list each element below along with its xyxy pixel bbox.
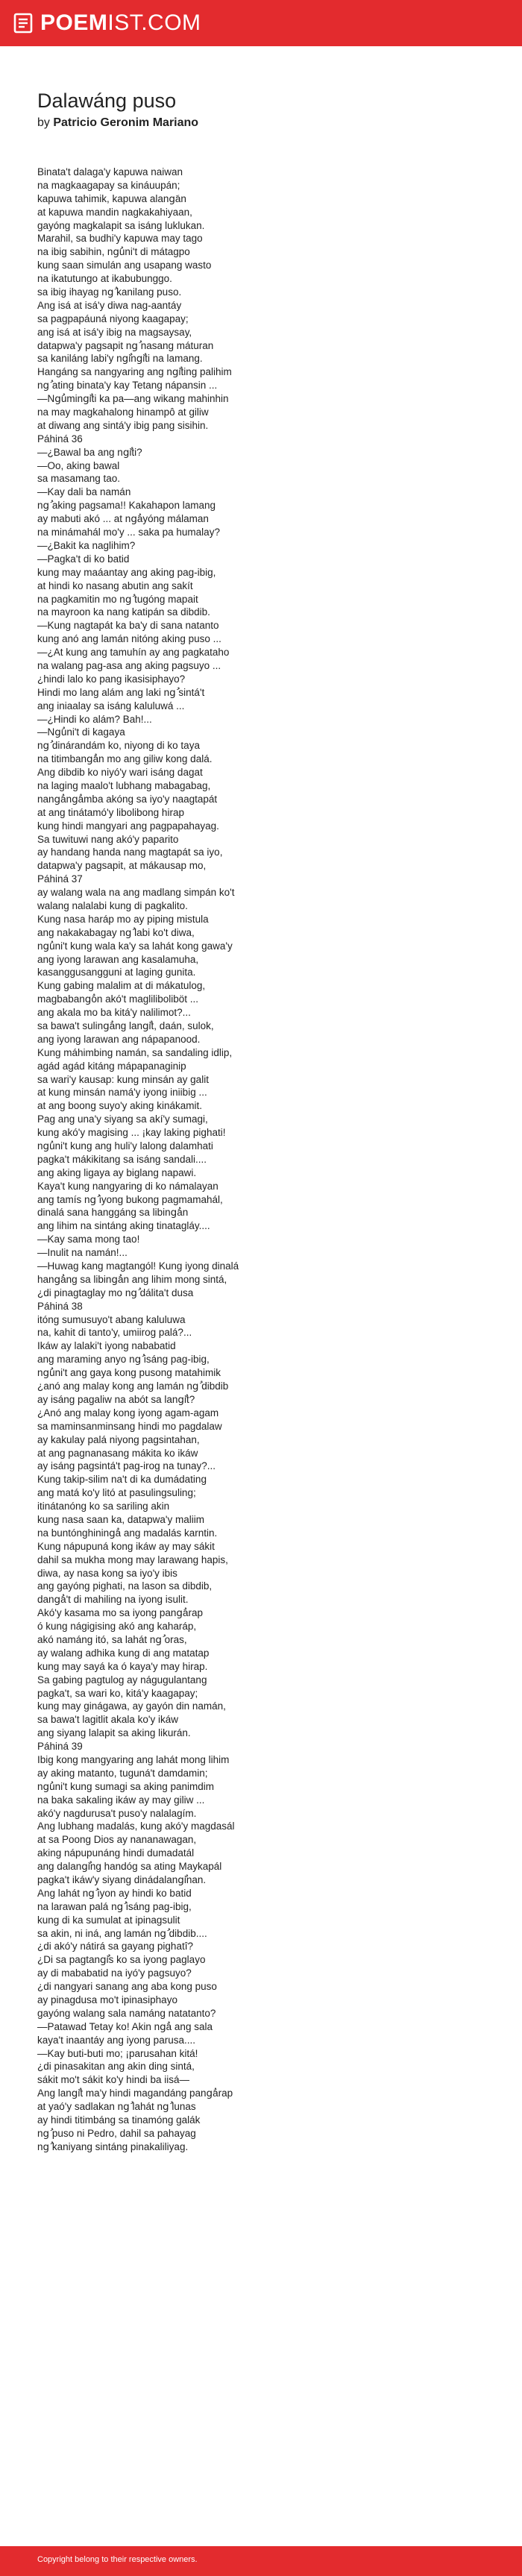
poem-line: Ang langُit ma'y hindi magandáng pangُarap xyxy=(37,2087,233,2099)
poem-line: —Ngُuni't di kagaya xyxy=(37,726,125,738)
poem-line: Kung nasa haráp mo ay piping mistula xyxy=(37,913,209,925)
poem-line: na buntónghiningُa ang madalás karntin. xyxy=(37,1527,218,1539)
poem-line: Páhiná 36 xyxy=(37,433,83,444)
poem-line: magbabangُon akó't magliliboliböt ... xyxy=(37,993,199,1005)
poem-line: Páhiná 39 xyxy=(37,1741,83,1753)
poem-line: sa bawa't lagitlit akala ko'y ikáw xyxy=(37,1714,178,1726)
poem-line: kaya't inaantáy ang iyong parusa.... xyxy=(37,2034,195,2046)
poem-line: ay handang handa nang magtapát sa iyo, xyxy=(37,846,223,858)
poem-line: ¿Anó ang malay kong iyong agam-agam xyxy=(37,1407,219,1419)
poem-line: gayóng magkalapit sa isáng lukluk​an. xyxy=(37,219,205,231)
poem-line: Ibig kong mangyaring ang lahát mong lihim xyxy=(37,1753,230,1765)
poem-line: ¿Di sa pagtangُis ko sa iyong paglayo xyxy=(37,1954,206,1966)
poem-line: na mayroon ka nang katipán sa dibdib. xyxy=(37,606,210,618)
poem-title: Dalawáng puso xyxy=(37,89,177,112)
poem-line: ang akala mo ba kitá'y nalilimot?... xyxy=(37,1007,191,1019)
poem-line: ang matá ko'y litó at pasulingsuling; xyxy=(37,1487,196,1499)
poem-line: ¿di akó'y nátirá sa gayang pighatî? xyxy=(37,1941,193,1953)
poem-line: Páhiná 38 xyxy=(37,1300,83,1312)
poem-line: sákit mo't sákit ko'y hindi ba iisá— xyxy=(37,2074,189,2086)
poem-line: na minámahál mo'y ... saka pa humalay? xyxy=(37,527,220,538)
poem-line: Kung nápupuná kong ikáw ay may sákit xyxy=(37,1540,215,1552)
poem-line: ay mabuti akó ... at ngُayóng málaman xyxy=(37,513,209,525)
site-logo[interactable] xyxy=(12,10,201,36)
poem-line: ¿di pinagtaglay mo ngُ dálita't dusa xyxy=(37,1287,194,1298)
poem-line: Marahil, sa budhi'y kapuwa may tago xyxy=(37,233,203,245)
poem-line: na baka sakaling ikáw ay may giliw ... xyxy=(37,1794,205,1806)
poem-line: ó kung nágigising akó ang kaharáp, xyxy=(37,1621,197,1633)
poem-line: sa wari'y kausap: kung minsán ay galit xyxy=(37,1073,209,1085)
poem-line: ang aking ligaya ay biglang napawi. xyxy=(37,1166,197,1178)
poem-line: itinátanóng ko sa sariling akin xyxy=(37,1501,170,1512)
poem-line: Kaya't kung nangyaring di ko námalayan xyxy=(37,1180,218,1192)
poem-line: —Ngُumingُiti ka pa—ang wikang mahinhin xyxy=(37,393,229,405)
poem-line: at ang boong suyo'y aking kinákamit. xyxy=(37,1100,202,1112)
site-header xyxy=(0,0,522,46)
poem-line: kung may maáantay ang aking pag-ibig, xyxy=(37,566,216,578)
poem-line: ang nakakabagay ngُ labi ko't diwa, xyxy=(37,926,195,938)
poem-line: ngُuni't ang gaya kong pusong matahimik xyxy=(37,1367,221,1379)
poem-line: ay kakulay palá niyong pagsintahan, xyxy=(37,1433,200,1445)
poem-line: ngُ ating binata'y kay Tetang nápansin ... xyxy=(37,380,218,392)
poem-line: ngُ kaniyang sintáng pinakaliliyag. xyxy=(37,2140,189,2152)
poem-line: —¿Bawal ba ang ngُiti? xyxy=(37,446,142,458)
poem-line: gayóng walang sala namáng natatanto? xyxy=(37,2007,216,2019)
poem-line: walang nalalabi kung di pagkalito. xyxy=(37,899,188,911)
poem-author[interactable]: Patricio Geronim Mariano xyxy=(53,116,199,129)
poem-line: dahil sa mukha mong may larawang hapis, xyxy=(37,1554,228,1565)
poem-line: kung anó ang lamán nitóng aking puso ... xyxy=(37,633,221,645)
poem-line: ngُ aking pagsama!! Kakahapon lamang xyxy=(37,500,216,512)
poem-line: ngُ puso ni Pedro, dahil sa pahayag xyxy=(37,2127,196,2139)
site-footer xyxy=(0,2546,522,2576)
poem-line: na walang pag-asa ang aking pagsuyo ... xyxy=(37,659,221,671)
copyright-text: Copyright belong to their respective owners. xyxy=(37,2555,198,2564)
poem-line: Ang lahát ngُ iyon ay hindi ko batid xyxy=(37,1887,192,1899)
poem-line: Hindi mo lang alám ang laki ngُ sintá't xyxy=(37,686,205,698)
poem-line: —Inulit na namán!... xyxy=(37,1247,128,1259)
poem-line: na laging maalo't lubhang mabagabag, xyxy=(37,779,211,791)
poem-line: ang iyong larawan ang kasalamuha, xyxy=(37,953,199,965)
poem-line: at hindi ko nasang abutin ang sakít xyxy=(37,579,193,591)
poem-line: at ang pagnanasang mákita ko ikáw xyxy=(37,1447,198,1459)
poem-line: ang siyang lalapit sa aking likurán. xyxy=(37,1727,191,1739)
poem-line: kung akó'y magising ... ¡kay laking pighati! xyxy=(37,1127,226,1139)
poem-line: sa kaniláng labi'y ngُingُiti na lamang. xyxy=(37,353,203,365)
poem-line: itóng sumusuyo't abang kaluluwa xyxy=(37,1313,186,1325)
logo-text-light: IST.COM xyxy=(107,10,201,35)
poem-line: Ang dibdib ko niyó'y wari isáng dagat xyxy=(37,767,203,779)
poem-line: ay pinagdusa mo't ipinasiphayo xyxy=(37,1994,177,2006)
poem-line: —Kay dali ba namán xyxy=(37,486,131,498)
poem-line: Páhiná 37 xyxy=(37,873,83,885)
poem-line: ngُuni't kung wala ka'y sa lahát kong gawa'y xyxy=(37,940,233,952)
poem-line: na titimbangُán mo ang giliw kong dalá. xyxy=(37,753,213,765)
poem-line: —Pagka't di ko batid xyxy=(37,553,130,565)
poem-line: akó'y nagdurusa't puso'y nalalagím. xyxy=(37,1807,197,1819)
poem-line: Sa gabing pagtulog ay nágugulantang xyxy=(37,1674,207,1686)
poem-body xyxy=(37,166,500,2154)
poem-line: na ikatutungo at ikabubunggo. xyxy=(37,273,172,285)
poem-line: —Oo, aking bawal xyxy=(37,459,120,471)
poem-line: —Kay buti-buti mo; ¡parusahan kitá! xyxy=(37,2047,198,2059)
poem-line: ¿hindi lalo ko pang ikasisiphayo? xyxy=(37,673,186,685)
poem-line: ay walang wala na ang madlang simpán ko't xyxy=(37,887,235,899)
poem-line: ay di mababatid na iyó'y pagsuyo? xyxy=(37,1967,192,1979)
poem-line: at yaó'y sadlakan ngُ lahát ngُ lunas xyxy=(37,2101,196,2113)
poem-line: datapwa'y pagsapit, at mákausap mo, xyxy=(37,860,207,872)
poem-line: ay aking matanto, tuguná't damdamin; xyxy=(37,1767,208,1779)
poem-line: sa maminsanminsang hindi mo pagdalaw xyxy=(37,1420,222,1432)
poem-line: Ang isá at isá'y diwa nag-aantáy xyxy=(37,299,182,311)
poem-line: —Kung nagtapát ka ba'y di sana natanto xyxy=(37,620,219,632)
poem-line: dangُa't di mahiling na iyong isulit. xyxy=(37,1594,189,1606)
logo-text-bold: POEM xyxy=(40,10,108,35)
poem-line: Ang lubhang madalás, kung akó'y magdasál xyxy=(37,1821,235,1832)
poem-line: pagka't, sa wari ko, kitá'y kaagapay; xyxy=(37,1687,198,1699)
poem-line: na pagkamitin mo ngُ tugóng mapait xyxy=(37,593,198,605)
poem-line: Kung takip-silim na't di ka dumádating xyxy=(37,1474,207,1486)
poem-line: agád agád kitáng mápapanaginip xyxy=(37,1060,186,1072)
poem-line: —Kay sama mong tao! xyxy=(37,1234,140,1245)
poem-line: pagka't ikáw'y siyang dinádalangُinan. xyxy=(37,1874,207,1885)
poem-line: na ibig sabihin, ngُuni't di mátagpo xyxy=(37,246,190,258)
poem-line: ang iniaalay sa isáng kaluluwá ... xyxy=(37,700,185,711)
poem-line: ang tamís ngُ iyong bukong pagmamahál, xyxy=(37,1193,223,1205)
poem-line: ang gayóng pighati, na lason sa dibdib, xyxy=(37,1580,213,1592)
poemist-logo-icon xyxy=(12,12,34,34)
poem-line: aking nápupunáng hindi dumadatál xyxy=(37,1847,195,1859)
poem-line: na larawan palá ngُ isáng pag-ibig, xyxy=(37,1900,192,1912)
poem-line: ang iyong larawan ang nápapanood. xyxy=(37,1033,201,1045)
byline-prefix: by xyxy=(37,116,50,129)
poem-line: ay hindi titimbáng sa tinamóng galák xyxy=(37,2114,201,2126)
poem-line: ngُuni't kung sumagi sa aking panimdim xyxy=(37,1780,215,1792)
poem-header xyxy=(37,88,492,131)
poem-line: —¿Hindi ko alám? Bah!... xyxy=(37,713,152,725)
poem-line: dinalá sana hanggáng sa libingُan xyxy=(37,1207,189,1219)
poem-line: ¿anó ang malay kong ang lamán ngُ dibdib xyxy=(37,1380,229,1392)
poem-line: kung may ginágawa, ay gayón din namán, xyxy=(37,1700,226,1712)
poem-line: akó namáng itó, sa lahát ngُ oras, xyxy=(37,1633,187,1645)
poem-line: Ikáw ay lalaki't iyong nababatid xyxy=(37,1340,176,1352)
poem-line: na magkaagapay sa kináuupán; xyxy=(37,179,180,191)
poem-line: at ang tinátamó'y libolibong hirap xyxy=(37,806,184,818)
poem-line: Sa tuwituwi nang akó'y paparito xyxy=(37,833,179,845)
poem-line: —¿Bakit ka naglihim? xyxy=(37,539,136,551)
poem-line: nangُangُamba akóng sa iyo'y naagtapát xyxy=(37,793,218,805)
poem-line: Binata't dalaga'y kapuwa naiwan xyxy=(37,166,183,178)
poem-line: sa ibig ihayag ngُ kanilang puso. xyxy=(37,286,182,298)
poem-line: sa masamang tao. xyxy=(37,473,121,485)
poem-line: na may magkahalong hinampô at giliw xyxy=(37,406,209,418)
poem-line: Akó'y kasama mo sa iyong pangُarap xyxy=(37,1607,204,1619)
poem-line: kung hindi mangyari ang pagpapahayag. xyxy=(37,820,219,832)
poem-line: ang isá at isá'y ibig na magsaysay, xyxy=(37,326,192,338)
poem-line: ang maraming anyo ngُ isáng pag-ibig, xyxy=(37,1354,210,1366)
poem-line: ¿di nangyari sanang ang aba kong puso xyxy=(37,1981,217,1993)
poem-line: datapwa'y pagsapit ngُ nasang máturan xyxy=(37,339,214,351)
poem-line: at diwang ang sintá'y ibig pang sisihin. xyxy=(37,419,209,431)
poem-line: at kung minsán namá'y iyong iniibig ... xyxy=(37,1087,207,1099)
poem-line: —Huwag kang magtangól! Kung iyong dinalá xyxy=(37,1260,239,1272)
poem-line: ay isáng pagsintá't pag-irog na tunay?... xyxy=(37,1460,216,1472)
poem-line: ang lihim na sintáng aking tinatagláy.... xyxy=(37,1220,210,1232)
byline xyxy=(37,115,492,131)
poem-line: ay walang adhika kung di ang matatap xyxy=(37,1647,210,1659)
poem-line: Hangáng sa nangyaring ang ngُiting palihim xyxy=(37,366,232,378)
poem-line: kung saan simulán ang usapang wasto xyxy=(37,260,212,271)
poem-line: ay isáng pagaliw na abót sa langُit? xyxy=(37,1393,195,1405)
poem-line: —¿At kung ang tamuhín ay ang pagkataho xyxy=(37,647,230,659)
poem-line: Pag ang una'y siyang sa akí'y sumagi, xyxy=(37,1113,208,1125)
poem-line: diwa, ay nasa kong sa iyo'y ibis xyxy=(37,1567,177,1579)
poem-line: at kapuwa mandin nagkakahiyaan, xyxy=(37,206,192,218)
poem-line: kapuwa tahimik, kapuwa alangَan xyxy=(37,192,186,204)
poem-line: —Patawad Tetay ko! Akin ngُa ang sala xyxy=(37,2020,213,2032)
poem-line: ¿di pinasakitan ang akin ding sintá, xyxy=(37,2061,195,2073)
poem-line: sa pagpapáuná niyong kaagapay; xyxy=(37,312,189,324)
poem-line: at sa Poong Dios ay nananawagan, xyxy=(37,1834,197,1846)
poem-line: ngُ dinárandám ko, niyong di ko taya xyxy=(37,740,200,752)
poem-line: sa akin, ni iná, ang lamán ngُ dibdib.... xyxy=(37,1927,207,1939)
poem-line: ang dalangُ​ing handóg sa ating Maykapál xyxy=(37,1861,222,1873)
poem-line: hangُang sa libingُan ang lihim mong sintá, xyxy=(37,1273,227,1285)
poem-line: kung nasa saan ka, datapwa'y maliim xyxy=(37,1513,204,1525)
poem-line: ngُuni't kung ang huli'y lalong dalamhati xyxy=(37,1140,213,1152)
poem-line: Kung gabing malalim at di mákatulog, xyxy=(37,980,206,992)
poem-line: kung may sayá ka ó kaya'y may hirap. xyxy=(37,1660,208,1672)
poem-line: na, kahit di tanto'y, umiirog palá?... xyxy=(37,1327,192,1339)
poem-line: pagka't mákikitang sa isáng sandali.... xyxy=(37,1153,207,1165)
poem-line: kasanggusangguni at laging gunita. xyxy=(37,967,196,978)
poem-line: kung di ka sumulat at ipinagsulit xyxy=(37,1914,180,1926)
poem-line: sa bawa't sulingُang langُit, daán, sulok, xyxy=(37,1020,214,1031)
poem-line: Kung máhimbing namán, sa sandaling idlip, xyxy=(37,1046,233,1058)
